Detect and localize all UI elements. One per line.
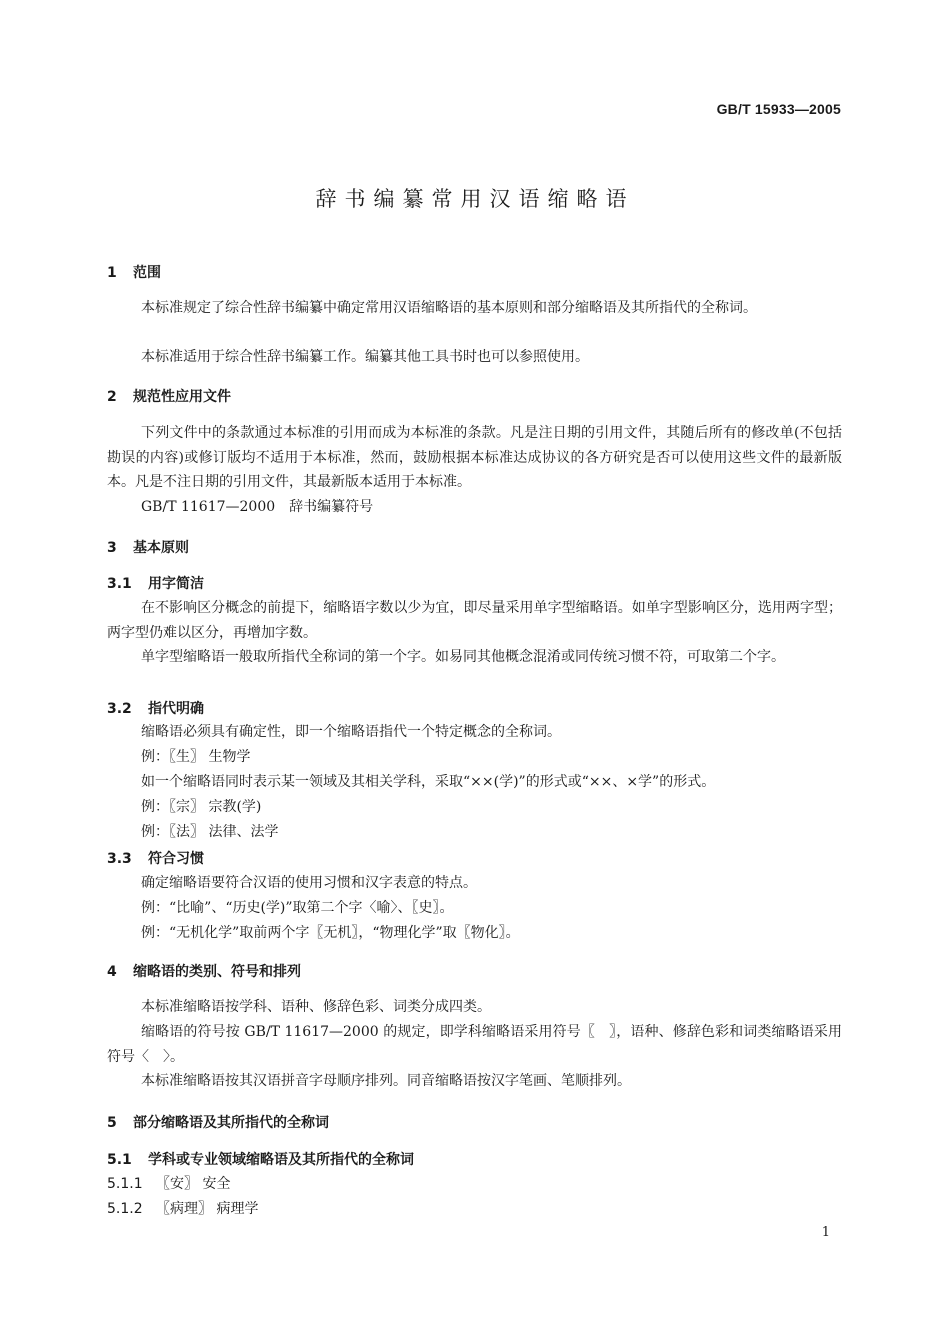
document-title: 辞书编纂常用汉语缩略语 xyxy=(315,187,635,211)
paragraph: 本标准缩略语按其汉语拼音字母顺序排列。同音缩略语按汉字笔画、笔顺排列。 xyxy=(141,1073,631,1089)
abbreviation-entry xyxy=(107,1172,230,1196)
subsection-5-1-heading xyxy=(107,1149,414,1169)
example-line: 例：“无机化学”取前两个字〖无机〗，“物理化学”取〖物化〗。 xyxy=(141,925,520,941)
text-line: 确定缩略语要符合汉语的使用习惯和汉字表意的特点。 xyxy=(141,875,477,891)
example-line: 例：〖宗〗 宗教(学) xyxy=(141,799,262,815)
example-line: 例：〖法〗 法律、法学 xyxy=(141,824,279,840)
section-title: 基本原则 xyxy=(133,540,189,556)
subsection-3-3-heading xyxy=(107,848,204,868)
section-title: 部分缩略语及其所指代的全称词 xyxy=(133,1115,329,1131)
entry-number: 5.1.2 xyxy=(107,1201,143,1217)
entry-number: 5.1.1 xyxy=(107,1176,143,1192)
text-line: 缩略语必须具有确定性，即一个缩略语指代一个特定概念的全称词。 xyxy=(141,724,561,740)
entry-text: 〖安〗 安全 xyxy=(156,1176,231,1192)
section-number: 4 xyxy=(107,964,117,980)
page-number: 1 xyxy=(821,1225,830,1240)
paragraph: 本标准适用于综合性辞书编纂工作。编纂其他工具书时也可以参照使用。 xyxy=(141,349,589,365)
section-title: 规范性应用文件 xyxy=(133,389,231,405)
paragraph: 下列文件中的条款通过本标准的引用而成为本标准的条款。凡是注日期的引用文件，其随后所有的修改单(不包括勘误的内容)或修订版均不适用于本标准，然而，鼓励根据本标准达成协议的各方研究是否可以使用这些文件的最新版本。凡是不注日期的引用文件，其最新版本适用于本标准。 xyxy=(107,425,842,490)
section-title: 范围 xyxy=(133,265,161,281)
section-number: 5 xyxy=(107,1115,117,1131)
section-number: 3.3 xyxy=(107,851,132,867)
section-1-heading xyxy=(107,262,161,282)
section-number: 1 xyxy=(107,265,117,281)
section-number: 2 xyxy=(107,389,117,405)
section-number: 3.1 xyxy=(107,576,132,592)
example-line: 例：“比喻”、“历史(学)”取第二个字〈喻〉、〖史〗。 xyxy=(141,900,454,916)
subsection-3-1-heading xyxy=(107,573,204,593)
section-title: 用字简洁 xyxy=(148,576,204,592)
paragraph: 在不影响区分概念的前提下，缩略语字数以少为宜，即尽量采用单字型缩略语。如单字型影响区分，选用两字型；两字型仍难以区分，再增加字数。 xyxy=(107,600,842,641)
section-number: 5.1 xyxy=(107,1152,132,1168)
section-5-heading xyxy=(107,1112,329,1132)
normative-reference: GB/T 11617—2000 辞书编纂符号 xyxy=(141,499,374,515)
section-number: 3 xyxy=(107,540,117,556)
section-title: 缩略语的类别、符号和排列 xyxy=(133,964,301,980)
section-title: 学科或专业领域缩略语及其所指代的全称词 xyxy=(148,1152,414,1168)
paragraph: 单字型缩略语一般取所指代全称词的第一个字。如易同其他概念混淆或同传统习惯不符，可取第二个字。 xyxy=(141,649,785,665)
paragraph: 本标准规定了综合性辞书编纂中确定常用汉语缩略语的基本原则和部分缩略语及其所指代的全称词。 xyxy=(141,300,757,316)
section-2-heading xyxy=(107,386,231,406)
abbreviation-entry xyxy=(107,1197,258,1221)
section-title: 指代明确 xyxy=(148,701,204,717)
standard-number: GB/T 15933—2005 xyxy=(716,101,841,117)
entry-text: 〖病理〗 病理学 xyxy=(156,1201,259,1217)
section-number: 3.2 xyxy=(107,701,132,717)
text-line: 如一个缩略语同时表示某一领域及其相关学科，采取“××(学)”的形式或“××、×学”的形式。 xyxy=(141,774,716,790)
section-4-heading xyxy=(107,961,301,981)
section-3-heading xyxy=(107,537,189,557)
paragraph: 缩略语的符号按 GB/T 11617—2000 的规定，即学科缩略语采用符号〖 〗，语种、修辞色彩和词类缩略语采用符号〈 〉。 xyxy=(107,1024,842,1065)
paragraph: 本标准缩略语按学科、语种、修辞色彩、词类分成四类。 xyxy=(141,999,491,1015)
section-title: 符合习惯 xyxy=(148,851,204,867)
example-line: 例：〖生〗 生物学 xyxy=(141,749,251,765)
subsection-3-2-heading xyxy=(107,698,204,718)
